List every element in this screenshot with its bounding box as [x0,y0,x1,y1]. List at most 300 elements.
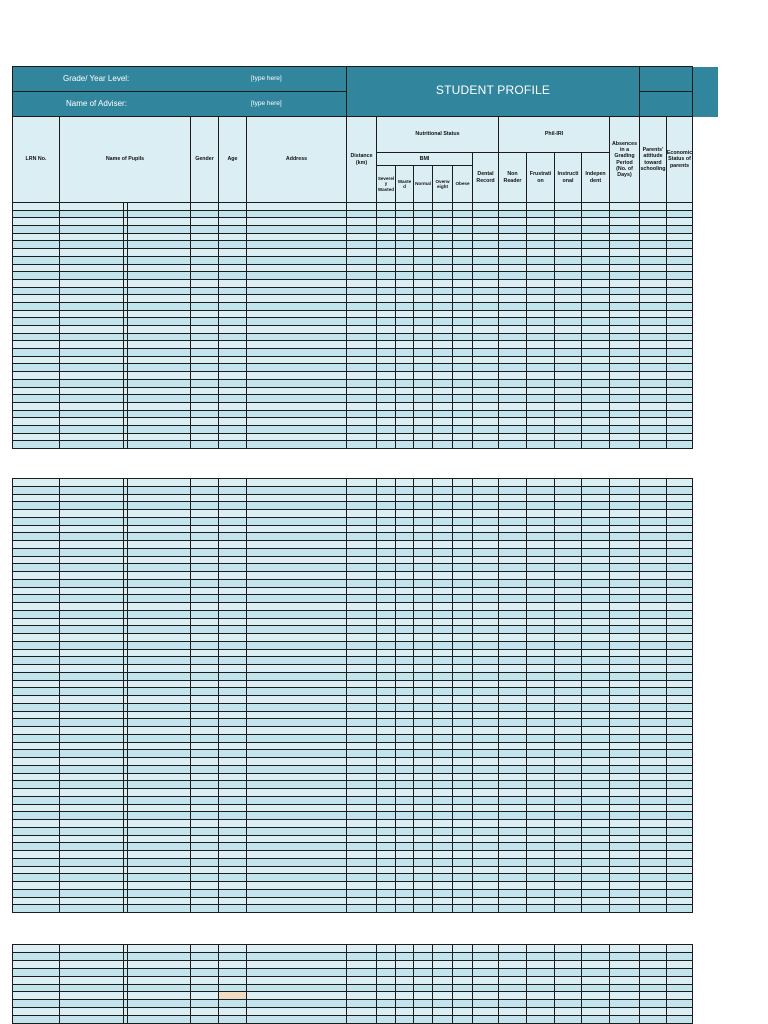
table-cell-economic-status[interactable] [667,588,693,595]
table-cell-parents-attitude[interactable] [640,311,667,318]
table-cell-wasted[interactable] [396,977,414,984]
table-cell-lrn[interactable] [13,395,60,402]
table-cell-dental-record[interactable] [473,265,499,272]
table-cell-dental-record[interactable] [473,945,499,952]
table-cell-name-extra[interactable] [128,226,191,233]
table-cell-gender[interactable] [191,961,219,968]
table-cell-name[interactable] [60,851,124,858]
table-cell-severely-wasted[interactable] [377,781,396,788]
table-cell-severely-wasted[interactable] [377,797,396,804]
table-cell-name[interactable] [60,479,124,486]
table-cell-name-extra[interactable] [128,303,191,310]
table-cell-instructional[interactable] [555,211,582,218]
table-cell-severely-wasted[interactable] [377,572,396,579]
table-cell-name[interactable] [60,688,124,695]
table-cell-name-extra[interactable] [128,372,191,379]
table-cell-overweight[interactable] [433,774,453,781]
table-cell-obese[interactable] [453,288,473,295]
table-cell-gender[interactable] [191,479,219,486]
table-cell-instructional[interactable] [555,541,582,548]
table-cell-name[interactable] [60,241,124,248]
table-cell-lrn[interactable] [13,580,60,587]
table-cell-wasted[interactable] [396,642,414,649]
table-cell-distance[interactable] [347,977,377,984]
table-cell-obese[interactable] [453,1008,473,1015]
table-cell-normal[interactable] [414,969,433,976]
table-cell-name-extra[interactable] [128,295,191,302]
table-cell-normal[interactable] [414,257,433,264]
table-cell-instructional[interactable] [555,418,582,425]
table-cell-economic-status[interactable] [667,781,693,788]
table-cell-distance[interactable] [347,234,377,241]
table-cell-wasted[interactable] [396,411,414,418]
table-cell-dental-record[interactable] [473,502,499,509]
table-cell-absences[interactable] [610,595,640,602]
table-cell-instructional[interactable] [555,688,582,695]
table-cell-dental-record[interactable] [473,403,499,410]
table-cell-address[interactable] [247,257,347,264]
table-cell-independent[interactable] [582,1000,610,1007]
table-cell-address[interactable] [247,341,347,348]
table-cell-severely-wasted[interactable] [377,977,396,984]
table-cell-normal[interactable] [414,395,433,402]
table-cell-overweight[interactable] [433,564,453,571]
table-cell-lrn[interactable] [13,992,60,999]
table-cell-name[interactable] [60,326,124,333]
table-cell-gender[interactable] [191,727,219,734]
table-cell-name[interactable] [60,977,124,984]
table-cell-lrn[interactable] [13,533,60,540]
table-cell-overweight[interactable] [433,634,453,641]
table-cell-parents-attitude[interactable] [640,719,667,726]
table-cell-distance[interactable] [347,341,377,348]
table-cell-normal[interactable] [414,820,433,827]
table-cell-age[interactable] [219,843,247,850]
table-cell-name[interactable] [60,549,124,556]
table-cell-name-extra[interactable] [128,341,191,348]
table-cell-name[interactable] [60,265,124,272]
table-cell-instructional[interactable] [555,905,582,912]
table-cell-wasted[interactable] [396,403,414,410]
table-cell-obese[interactable] [453,533,473,540]
table-cell-absences[interactable] [610,249,640,256]
table-cell-dental-record[interactable] [473,526,499,533]
table-cell-parents-attitude[interactable] [640,341,667,348]
table-cell-lrn[interactable] [13,812,60,819]
table-cell-normal[interactable] [414,665,433,672]
table-cell-overweight[interactable] [433,696,453,703]
table-cell-non-reader[interactable] [499,992,527,999]
table-cell-normal[interactable] [414,557,433,564]
table-cell-normal[interactable] [414,812,433,819]
table-cell-parents-attitude[interactable] [640,890,667,897]
table-cell-absences[interactable] [610,673,640,680]
table-cell-instructional[interactable] [555,580,582,587]
table-cell-overweight[interactable] [433,805,453,812]
table-cell-age[interactable] [219,526,247,533]
table-cell-normal[interactable] [414,905,433,912]
table-cell-name[interactable] [60,395,124,402]
table-cell-address[interactable] [247,619,347,626]
table-cell-overweight[interactable] [433,380,453,387]
table-cell-severely-wasted[interactable] [377,495,396,502]
table-cell-wasted[interactable] [396,495,414,502]
table-cell-parents-attitude[interactable] [640,241,667,248]
table-cell-normal[interactable] [414,859,433,866]
table-cell-frustration[interactable] [527,372,555,379]
table-cell-dental-record[interactable] [473,681,499,688]
table-cell-instructional[interactable] [555,241,582,248]
table-cell-overweight[interactable] [433,326,453,333]
table-cell-independent[interactable] [582,495,610,502]
table-cell-address[interactable] [247,326,347,333]
table-cell-name-extra[interactable] [128,766,191,773]
table-cell-obese[interactable] [453,905,473,912]
table-cell-non-reader[interactable] [499,234,527,241]
table-cell-name[interactable] [60,992,124,999]
table-cell-frustration[interactable] [527,549,555,556]
table-cell-gender[interactable] [191,828,219,835]
table-cell-independent[interactable] [582,426,610,433]
table-cell-non-reader[interactable] [499,595,527,602]
table-cell-address[interactable] [247,395,347,402]
table-cell-gender[interactable] [191,526,219,533]
table-cell-lrn[interactable] [13,961,60,968]
table-cell-frustration[interactable] [527,211,555,218]
table-cell-lrn[interactable] [13,588,60,595]
table-cell-obese[interactable] [453,650,473,657]
table-cell-name[interactable] [60,418,124,425]
table-cell-wasted[interactable] [396,758,414,765]
table-cell-frustration[interactable] [527,611,555,618]
table-cell-distance[interactable] [347,541,377,548]
table-cell-frustration[interactable] [527,743,555,750]
table-cell-distance[interactable] [347,905,377,912]
table-cell-name[interactable] [60,341,124,348]
table-cell-name[interactable] [60,905,124,912]
table-cell-dental-record[interactable] [473,441,499,448]
table-cell-frustration[interactable] [527,1016,555,1023]
table-cell-absences[interactable] [610,626,640,633]
table-cell-gender[interactable] [191,898,219,905]
table-cell-frustration[interactable] [527,781,555,788]
table-cell-absences[interactable] [610,945,640,952]
table-cell-instructional[interactable] [555,969,582,976]
table-cell-age[interactable] [219,334,247,341]
table-cell-parents-attitude[interactable] [640,735,667,742]
table-cell-non-reader[interactable] [499,357,527,364]
table-cell-absences[interactable] [610,303,640,310]
table-cell-overweight[interactable] [433,411,453,418]
table-cell-parents-attitude[interactable] [640,797,667,804]
table-cell-gender[interactable] [191,945,219,952]
table-cell-address[interactable] [247,510,347,517]
table-cell-absences[interactable] [610,681,640,688]
table-cell-economic-status[interactable] [667,495,693,502]
table-cell-wasted[interactable] [396,953,414,960]
table-cell-overweight[interactable] [433,905,453,912]
table-cell-address[interactable] [247,843,347,850]
table-cell-instructional[interactable] [555,218,582,225]
table-cell-age[interactable] [219,665,247,672]
table-cell-non-reader[interactable] [499,642,527,649]
table-cell-age[interactable] [219,1008,247,1015]
table-cell-obese[interactable] [453,977,473,984]
table-cell-severely-wasted[interactable] [377,867,396,874]
table-cell-independent[interactable] [582,665,610,672]
table-cell-parents-attitude[interactable] [640,411,667,418]
table-cell-distance[interactable] [347,303,377,310]
table-cell-lrn[interactable] [13,657,60,664]
table-cell-normal[interactable] [414,836,433,843]
table-cell-economic-status[interactable] [667,434,693,441]
table-cell-gender[interactable] [191,1016,219,1023]
table-cell-independent[interactable] [582,626,610,633]
table-cell-absences[interactable] [610,1000,640,1007]
table-cell-name-extra[interactable] [128,495,191,502]
table-cell-obese[interactable] [453,495,473,502]
table-cell-address[interactable] [247,357,347,364]
table-cell-age[interactable] [219,812,247,819]
table-cell-parents-attitude[interactable] [640,572,667,579]
table-cell-age[interactable] [219,441,247,448]
table-cell-dental-record[interactable] [473,727,499,734]
table-cell-gender[interactable] [191,750,219,757]
table-cell-independent[interactable] [582,859,610,866]
table-cell-normal[interactable] [414,334,433,341]
table-cell-gender[interactable] [191,372,219,379]
table-cell-obese[interactable] [453,226,473,233]
table-cell-gender[interactable] [191,334,219,341]
table-cell-normal[interactable] [414,898,433,905]
table-cell-instructional[interactable] [555,249,582,256]
table-cell-frustration[interactable] [527,388,555,395]
table-cell-age[interactable] [219,495,247,502]
table-cell-address[interactable] [247,696,347,703]
table-cell-gender[interactable] [191,572,219,579]
table-cell-absences[interactable] [610,774,640,781]
table-cell-normal[interactable] [414,774,433,781]
table-cell-non-reader[interactable] [499,479,527,486]
table-cell-non-reader[interactable] [499,820,527,827]
table-cell-economic-status[interactable] [667,502,693,509]
table-cell-name-extra[interactable] [128,311,191,318]
table-cell-severely-wasted[interactable] [377,719,396,726]
table-cell-lrn[interactable] [13,704,60,711]
table-cell-normal[interactable] [414,890,433,897]
table-cell-lrn[interactable] [13,696,60,703]
table-cell-overweight[interactable] [433,502,453,509]
table-cell-economic-status[interactable] [667,681,693,688]
table-cell-economic-status[interactable] [667,977,693,984]
table-cell-distance[interactable] [347,743,377,750]
table-cell-address[interactable] [247,712,347,719]
table-cell-independent[interactable] [582,349,610,356]
table-cell-frustration[interactable] [527,665,555,672]
table-cell-age[interactable] [219,719,247,726]
table-cell-normal[interactable] [414,418,433,425]
table-cell-name-extra[interactable] [128,257,191,264]
table-cell-frustration[interactable] [527,626,555,633]
table-cell-age[interactable] [219,789,247,796]
table-cell-severely-wasted[interactable] [377,874,396,881]
table-cell-absences[interactable] [610,953,640,960]
table-cell-name[interactable] [60,564,124,571]
table-cell-overweight[interactable] [433,395,453,402]
table-cell-economic-status[interactable] [667,719,693,726]
table-cell-frustration[interactable] [527,580,555,587]
table-cell-instructional[interactable] [555,518,582,525]
table-cell-severely-wasted[interactable] [377,673,396,680]
table-cell-overweight[interactable] [433,364,453,371]
table-cell-age[interactable] [219,318,247,325]
table-cell-absences[interactable] [610,619,640,626]
table-cell-name[interactable] [60,203,124,210]
table-cell-instructional[interactable] [555,774,582,781]
table-cell-frustration[interactable] [527,673,555,680]
table-cell-wasted[interactable] [396,712,414,719]
table-cell-obese[interactable] [453,874,473,881]
table-cell-wasted[interactable] [396,280,414,287]
table-cell-lrn[interactable] [13,557,60,564]
table-cell-wasted[interactable] [396,518,414,525]
table-cell-name[interactable] [60,357,124,364]
table-cell-obese[interactable] [453,812,473,819]
table-cell-economic-status[interactable] [667,789,693,796]
table-cell-normal[interactable] [414,1000,433,1007]
table-cell-independent[interactable] [582,969,610,976]
table-cell-gender[interactable] [191,533,219,540]
table-cell-absences[interactable] [610,226,640,233]
table-cell-economic-status[interactable] [667,265,693,272]
table-cell-non-reader[interactable] [499,719,527,726]
table-cell-lrn[interactable] [13,295,60,302]
table-cell-independent[interactable] [582,735,610,742]
table-cell-name[interactable] [60,518,124,525]
table-cell-absences[interactable] [610,1008,640,1015]
table-cell-independent[interactable] [582,867,610,874]
table-cell-frustration[interactable] [527,418,555,425]
table-cell-normal[interactable] [414,650,433,657]
table-cell-economic-status[interactable] [667,735,693,742]
table-cell-name[interactable] [60,372,124,379]
table-cell-lrn[interactable] [13,572,60,579]
table-cell-overweight[interactable] [433,665,453,672]
table-cell-absences[interactable] [610,434,640,441]
table-cell-economic-status[interactable] [667,820,693,827]
table-cell-severely-wasted[interactable] [377,265,396,272]
table-cell-independent[interactable] [582,403,610,410]
table-cell-wasted[interactable] [396,211,414,218]
table-cell-address[interactable] [247,526,347,533]
table-cell-gender[interactable] [191,1000,219,1007]
table-cell-non-reader[interactable] [499,781,527,788]
table-cell-name-extra[interactable] [128,859,191,866]
table-cell-age[interactable] [219,945,247,952]
table-cell-independent[interactable] [582,510,610,517]
table-cell-severely-wasted[interactable] [377,510,396,517]
table-cell-economic-status[interactable] [667,349,693,356]
table-cell-overweight[interactable] [433,867,453,874]
table-cell-overweight[interactable] [433,595,453,602]
table-cell-lrn[interactable] [13,326,60,333]
table-cell-distance[interactable] [347,719,377,726]
table-cell-absences[interactable] [610,851,640,858]
table-cell-wasted[interactable] [396,820,414,827]
table-cell-address[interactable] [247,905,347,912]
table-cell-non-reader[interactable] [499,882,527,889]
table-cell-frustration[interactable] [527,704,555,711]
table-cell-economic-status[interactable] [667,288,693,295]
table-cell-lrn[interactable] [13,634,60,641]
table-cell-wasted[interactable] [396,334,414,341]
table-cell-normal[interactable] [414,280,433,287]
table-cell-dental-record[interactable] [473,341,499,348]
table-cell-gender[interactable] [191,766,219,773]
table-cell-obese[interactable] [453,766,473,773]
table-cell-name[interactable] [60,411,124,418]
table-cell-wasted[interactable] [396,797,414,804]
table-cell-severely-wasted[interactable] [377,334,396,341]
table-cell-gender[interactable] [191,580,219,587]
table-cell-name[interactable] [60,572,124,579]
table-cell-age[interactable] [219,380,247,387]
table-cell-obese[interactable] [453,789,473,796]
table-cell-name[interactable] [60,704,124,711]
table-cell-obese[interactable] [453,357,473,364]
table-cell-frustration[interactable] [527,992,555,999]
table-cell-instructional[interactable] [555,510,582,517]
table-cell-address[interactable] [247,411,347,418]
table-cell-gender[interactable] [191,619,219,626]
table-cell-obese[interactable] [453,758,473,765]
table-cell-dental-record[interactable] [473,311,499,318]
table-cell-frustration[interactable] [527,727,555,734]
table-cell-overweight[interactable] [433,288,453,295]
table-cell-gender[interactable] [191,249,219,256]
table-cell-age[interactable] [219,626,247,633]
table-cell-overweight[interactable] [433,750,453,757]
table-cell-instructional[interactable] [555,380,582,387]
table-cell-non-reader[interactable] [499,572,527,579]
table-cell-gender[interactable] [191,665,219,672]
table-cell-non-reader[interactable] [499,334,527,341]
table-cell-lrn[interactable] [13,619,60,626]
table-cell-instructional[interactable] [555,495,582,502]
table-cell-obese[interactable] [453,411,473,418]
table-cell-name-extra[interactable] [128,272,191,279]
table-cell-non-reader[interactable] [499,526,527,533]
table-cell-dental-record[interactable] [473,774,499,781]
table-cell-lrn[interactable] [13,241,60,248]
table-cell-address[interactable] [247,372,347,379]
table-cell-dental-record[interactable] [473,364,499,371]
table-cell-distance[interactable] [347,564,377,571]
table-cell-parents-attitude[interactable] [640,673,667,680]
table-cell-parents-attitude[interactable] [640,898,667,905]
table-cell-dental-record[interactable] [473,518,499,525]
table-cell-obese[interactable] [453,712,473,719]
table-cell-frustration[interactable] [527,1000,555,1007]
table-cell-economic-status[interactable] [667,969,693,976]
table-cell-absences[interactable] [610,882,640,889]
table-cell-age[interactable] [219,735,247,742]
table-cell-independent[interactable] [582,634,610,641]
table-cell-frustration[interactable] [527,595,555,602]
table-cell-economic-status[interactable] [667,828,693,835]
table-cell-economic-status[interactable] [667,603,693,610]
table-cell-independent[interactable] [582,288,610,295]
